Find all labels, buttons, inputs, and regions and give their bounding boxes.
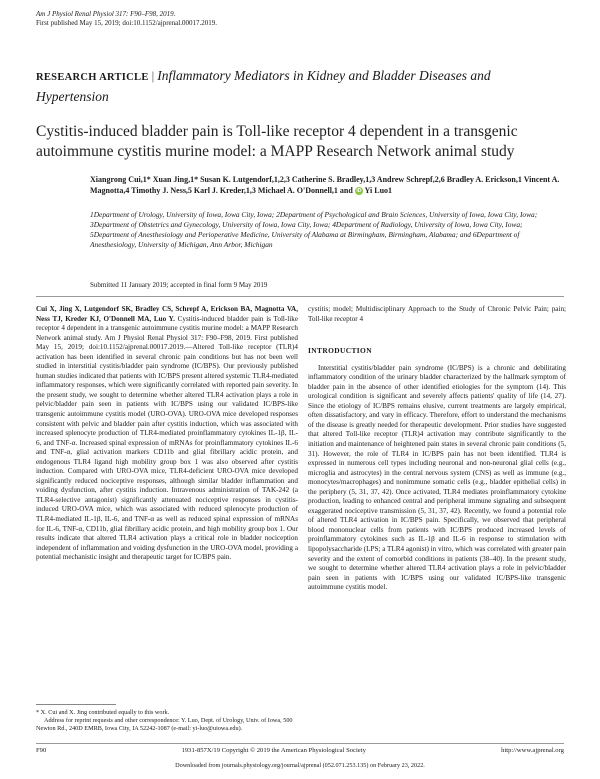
journal-citation: Am J Physiol Renal Physiol 317: F90–F98, 2019.	[36, 10, 176, 18]
footer-divider	[36, 743, 564, 744]
submission-dates: Submitted 11 January 2019; accepted in final form 9 May 2019	[90, 281, 268, 289]
abstract	[36, 305, 298, 563]
article-type: RESEARCH ARTICLE	[36, 72, 149, 83]
section-separator: |	[151, 68, 155, 83]
download-note: Downloaded from journals.physiology.org/journal/ajprenal (052.071.253.135) on February 23, 2022.	[175, 762, 425, 769]
affiliations: 1Department of Urology, University of Iowa, Iowa City, Iowa; 2Department of Psychological and Brain Sciences, University of Iowa, Iowa City, Iowa; 3Department of Obstetrics and Gynecology, University of Iowa, Iowa City, Iowa; 4Department of Radiology, University of Iowa, Iowa City, Iowa; 5Department of Anesthesiology and Perioperative Medicine, University of Alabama at Birmingham, Birmingham, Alabama; and 6Department of Anesthesiology, University of Michigan, Ann Arbor, Michigan	[90, 210, 538, 249]
first-published-line: First published May 15, 2019; doi:10.1152/ajprenal.00017.2019.	[36, 19, 217, 27]
footnote-divider	[36, 704, 116, 705]
footnotes	[36, 709, 298, 733]
copyright: 1931-857X/19 Copyright © 2019 the American Physiological Society	[181, 747, 366, 754]
right-column	[308, 305, 566, 593]
page-footer	[36, 747, 564, 755]
keywords: cystitis; model; Multidisciplinary Approach to the Study of Chronic Pelvic Pain; pain; Toll-like receptor 4	[308, 305, 566, 323]
section-heading	[36, 66, 556, 106]
section-topic: Inflammatory Mediators in Kidney and Bladder Diseases and Hypertension	[36, 68, 491, 104]
header-divider	[36, 296, 564, 297]
abstract-citation-authors: Cui X, Jing X, Lutgendorf SK, Bradley CS, Schrepf A, Erickson BA, Magnotta VA, Ness TJ, Kreder KJ, O'Donnell MA, Luo Y.	[36, 305, 298, 323]
introduction-heading: INTRODUCTION	[308, 346, 372, 356]
orcid-icon[interactable]: iD	[356, 188, 362, 195]
last-author: Yi Luo1	[364, 186, 393, 195]
introduction-body: Interstitial cystitis/bladder pain syndrome (IC/BPS) is a chronic and debilitating inflammatory condition of the urinary bladder characterized by the hallmark symptom of bladder pain in the absence of other identified etiologies for the symptom (14). This urological condition is significant and severely affects patients' quality of life (14, 27). Since the etiology of IC/BPS remains elusive, current treatments are largely empirical, often dissatisfactory, and vary in efficacy. Therefore, effort to understand the mechanisms of the disease is greatly needed for therapeutic development. Prior studies have suggested that altered Toll-like receptor (TLR)4 activation may contribute significantly to the initiation and maintenance of heightened pain states in several chronic pain conditions (5, 31). However, the role of TLR4 in IC/BPS pain has not been identified. TLR4 is expressed in numerous cell types including neuronal and non-neuronal glial cells (e.g., microglia and astrocytes) in the central nervous system (CNS) as well as immune (e.g., monocytes/macrophages) and nonimmune somatic cells (e.g., bladder epithelial cells) in the periphery (5, 31, 37, 42). Once activated, TLR4 mediates proinflammatory cytokine production, leading to enhanced central and peripheral immune signaling and subsequent exaggerated nociceptive transmission (5, 31, 37, 42). Recently, we found a potential role of altered TLR4 activation in IC/BPS pain. Specifically, we observed that peripheral blood mononuclear cells from patients with IC/BPS produced increased levels of proinflammatory cytokines such as IL-1β and IL-6 in response to stimulation with lipopolysaccharide (LPS; a TLR4 agonist) in vitro, which was correlated with greater pain severity and the extent of comorbid conditions in patients (38–40). In the present study, we sought to determine whether altered TLR4 activation plays a role in pelvic/bladder pain seen in patients with IC/BPS using our validated IC/BPS-like transgenic autoimmune cystitis model.	[308, 363, 566, 592]
page-number: F90	[36, 747, 47, 754]
author-list	[90, 174, 560, 196]
article-title: Cystitis-induced bladder pain is Toll-like receptor 4 dependent in a transgenic autoimmune cystitis murine model: a MAPP Research Network animal study	[36, 123, 518, 160]
correspondence-note: Address for reprint requests and other correspondence: Y. Luo, Dept. of Urology, Univ. of Iowa, 500 Newton Rd., 240D EMRB, Iowa City, IA 52242-1087 (e-mail: yi-luo@uiowa.edu).	[36, 717, 293, 732]
abstract-body: Cystitis-induced bladder pain is Toll-like receptor 4 dependent in a transgenic autoimmune cystitis murine model: a MAPP Research Network animal study. Am J Physiol Renal Physiol 317: F90–F98, 2019. First published May 15, 2019; doi:10.1152/ajprenal.00017.2019.—Altered Toll-like receptor (TLR)4 activation has been identified in several chronic pain conditions but has not been well studied in interstitial cystitis/bladder pain syndrome (IC/BPS). Our previously published human studies indicated that patients with IC/BPS present altered systemic TLR4-mediated inflammatory responses, which were significantly correlated with reported pain severity. In the present study, we sought to determine whether altered TLR4 activation plays a role in pelvic/bladder pain seen in patients with IC/BPS using our validated IC/BPS-like transgenic autoimmune cystitis model (URO-OVA). URO-OVA mice developed responses consistent with pelvic and bladder pain after cystitis induction, which was associated with increased splenocyte production of TLR4-mediated proinflammatory cytokines IL-1β, IL-6, and TNF-α. Increased spinal expression of mRNAs for proinflammatory cytokines IL-6 and TNF-α, glial activation markers CD11b and glial fibrillary acidic protein, and endogenous TLR4 ligand high mobility group box 1 was also observed after cystitis induction. Compared with URO-OVA mice, TLR4-deficient URO-OVA mice developed significantly reduced nociceptive responses, although similar bladder inflammation and voiding dysfunction, after cystitis induction. Intravenous administration of TAK-242 (a TLR4-selective antagonist) significantly attenuated nociceptive responses in cystitis-induced URO-OVA mice, which was associated with reduced splenocyte production of TLR4-mediated IL-1β, IL-6, and TNF-α as well as reduced spinal expression of mRNAs for IL-6, TNF-α, CD11b, glial fibrillary acidic protein, and high mobility group box 1. Our results indicate that altered TLR4 activation plays a critical role in bladder nociception independent of inflammation and voiding dysfunction in the URO-OVA model, providing a potential mechanistic insight and therapeutic target for IC/BPS pain.	[36, 314, 298, 562]
journal-url[interactable]: http://www.ajprenal.org	[501, 747, 564, 754]
journal-header	[36, 10, 436, 28]
authors-text: Xiangrong Cui,1* Xuan Jing,1* Susan K. Lutgendorf,1,2,3 Catherine S. Bradley,1,3 Andrew Schrepf,2,6 Bradley A. Erickson,1 Vincent A. Magnotta,4 Timothy J. Ness,5 Karl J. Kreder,1,3 Michael A. O'Donnell,1 and	[90, 175, 560, 195]
equal-contribution-note: * X. Cui and X. Jing contributed equally to this work.	[36, 709, 170, 716]
